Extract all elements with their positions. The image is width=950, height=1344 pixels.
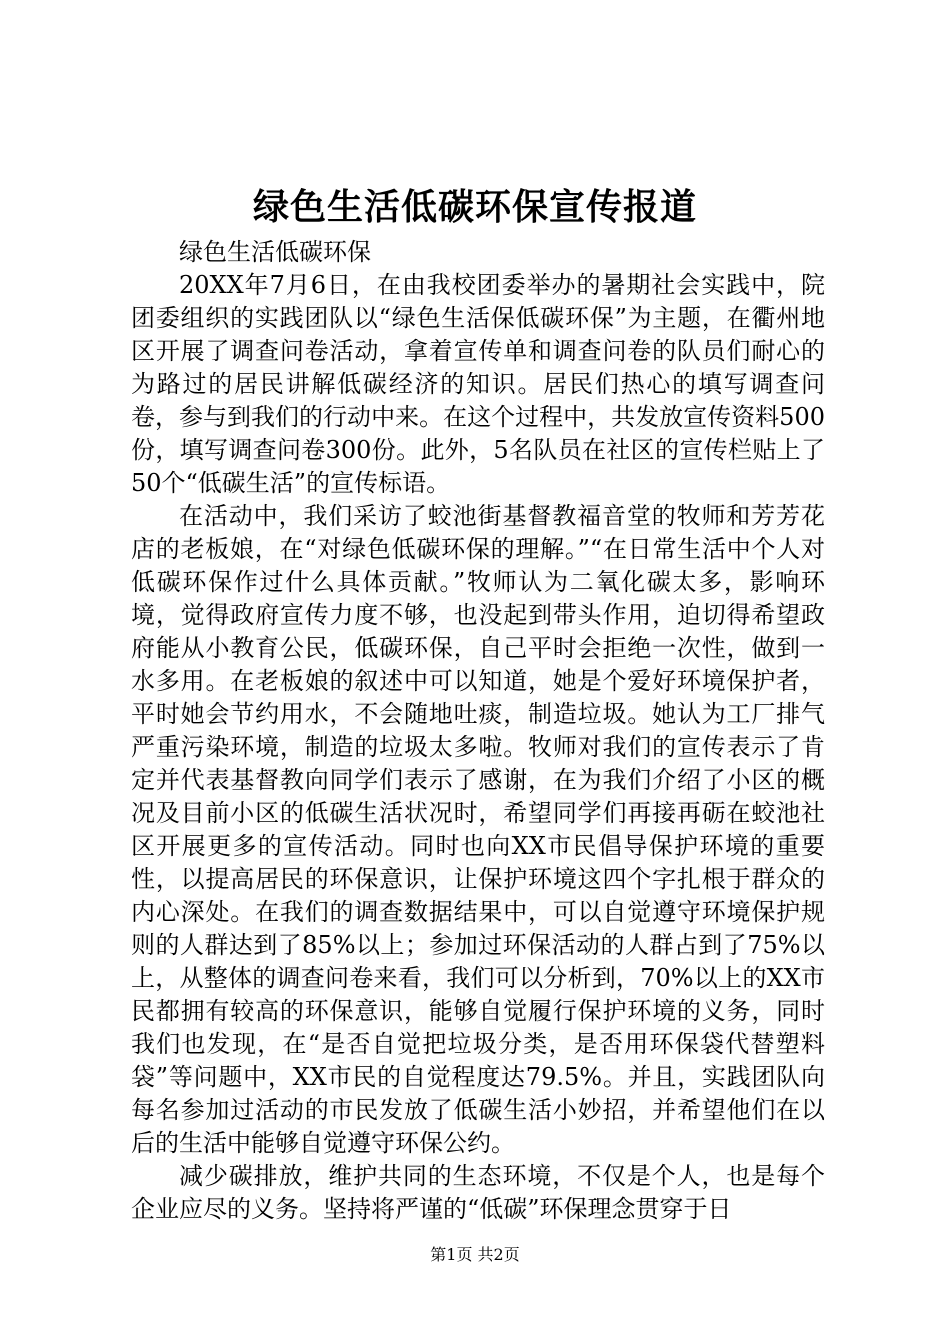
paragraph-interview: 在活动中，我们采访了蛟池街基督教福音堂的牧师和芳芳花店的老板娘，在“对绿色低碳环保的理解。”“在日常生活中个人对低碳环保作过什么具体贡献。”牧师认为二氧化碳太多，影响环境，觉得政府宣传力度不够，也没起到带头作用，迫切得希望政府能从小教育公民，低碳环保，自己平时会拒绝一次性，做到一水多用。在老板娘的叙述中可以知道，她是个爱好环境保护者，平时她会节约用水，不会随地吐痰，制造垃圾。她认为工厂排气严重污染环境，制造的垃圾太多啦。牧师对我们的宣传表示了肯定并代表基督教向同学们表示了感谢，在为我们介绍了小区的概况及目前小区的低碳生活状况时，希望同学们再接再砺在蛟池社区开展更多的宣传活动。同时也向XX市民倡导保护环境的重要性，以提高居民的环保意识，让保护环境这四个字扎根于群众的内心深处。在我们的调查数据结果中，可以自觉遵守环境保护规则的人群达到了85%以上；参加过环保活动的人群占到了75%以上，从整体的调查问卷来看，我们可以分析到，70%以上的XX市民都拥有较高的环保意识，能够自觉履行保护环境的义务，同时我们也发现，在“是否自觉把垃圾分类，是否用环保袋代替塑料袋”等问题中，XX市民的自觉程度达79.5%。并且，实践团队向每名参加过活动的市民发放了低碳生活小妙招，并希望他们在以后的生活中能够自觉遵守环保公约。	[131, 502, 825, 1157]
document-title: 绿色生活低碳环保宣传报道	[252, 187, 697, 228]
paragraph-subtitle: 绿色生活低碳环保	[179, 238, 371, 266]
page-number-footer: 第1页 共2页	[430, 1245, 520, 1264]
paragraph-activity: 20XX年7月6日，在由我校团委举办的暑期社会实践中，院团委组织的实践团队以“绿色生活保低碳环保”为主题，在衢州地区开展了调查问卷活动，拿着宣传单和调查问卷的队员们耐心的为路过的居民讲解低碳经济的知识。居民们热心的填写调查问卷，参与到我们的行动中来。在这个过程中，共发放宣传资料500份，填写调查问卷300份。此外，5名队员在社区的宣传栏贴上了50个“低碳生活”的宣传标语。	[131, 271, 825, 497]
paragraph-conclusion: 减少碳排放，维护共同的生态环境，不仅是个人，也是每个企业应尽的义务。坚持将严谨的“低碳”环保理念贯穿于日	[131, 1162, 825, 1223]
document-body	[131, 236, 825, 1226]
